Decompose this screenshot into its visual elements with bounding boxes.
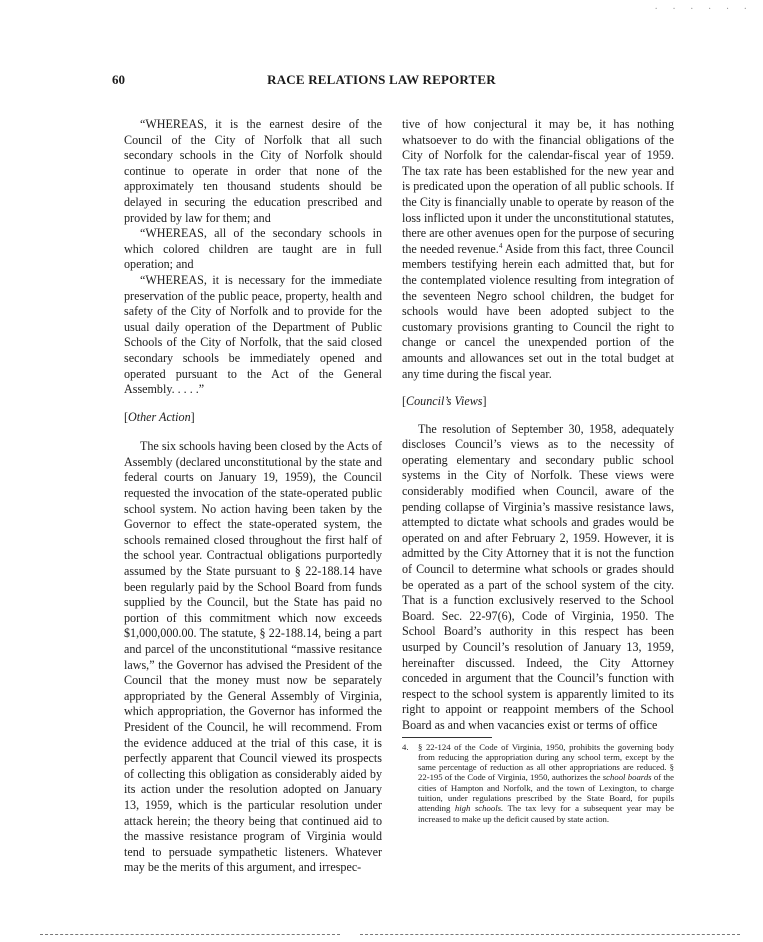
quote-paragraph-2: “WHEREAS, all of the secondary schools in which colored children are taught are in full operation; and xyxy=(124,226,382,272)
page-edge-rule xyxy=(360,934,740,935)
footnote-number: 4. xyxy=(402,741,409,752)
footnote-text xyxy=(418,742,674,824)
right-column xyxy=(402,117,674,824)
quote-paragraph-1: “WHEREAS, it is the earnest desire of the Council of the City of Norfolk that all such secondary schools in the City of Norfolk should continue to operate in order that none of the approximately ten thousand students should be delayed in securing the education prescribed and provided by law for them; and xyxy=(124,117,382,225)
quoted-resolution xyxy=(124,117,382,398)
section-heading-text: Other Action xyxy=(128,409,191,424)
section-heading-other-action: [Other Action] xyxy=(124,409,195,424)
body-paragraph: The resolution of September 30, 1958, adequately discloses Council’s views as to the necessity of operating elementary and secondary public school systems in the City of Norfolk. These views were considerably modified when Council, aware of the pending collapse of Virginia’s massive resistance laws, attempted to dictate what schools and grades would be operated on and after February 2, 1959. However, it is admitted by the City Attorney that it is not the function of Council to determine what schools or grades should be operated as a part of the school system of the city. That is a function exclusively reserved to the School Board. Sec. 22-97(6), Code of Virginia, 1950. The School Board’s authority in this respect has been usurped by Council’s resolution of January 13, 1959, hereinafter discussed. Indeed, the City Attorney conceded in argument that the Council’s function with respect to the school system is apparently limited to its right to appoint or reappoint members of the School Board as and when vacancies exist or terms of office xyxy=(402,421,674,732)
section-heading-text: Council’s Views xyxy=(406,394,483,409)
page-number: 60 xyxy=(112,72,125,87)
running-head: RACE RELATIONS LAW REPORTER xyxy=(267,72,496,87)
quote-paragraph-3: “WHEREAS, it is necessary for the immediate preservation of the public peace, property, health and safety of the City of Norfolk and to provide for the usual daily operation of the Department of Public Schools of the City of Norfolk, that the said closed secondary schools be immediately opened and operated pursuant to the Act of the General Assembly. . . . .” xyxy=(124,272,382,397)
footnote xyxy=(402,742,674,824)
footnote-reference: 4 xyxy=(498,241,503,250)
paragraph-text: Aside from this fact, three Council members testifying herein each admitted that, but for the contemplated violence resulting from integration of the seventeen Negro school children, the budget for schools would have been adopted subject to the customary provisions granting to Council the right to change or cancel the unexpended portion of the amounts and allowances set out in the total budget at any time during the fiscal year. xyxy=(402,241,674,381)
paragraph-text: tive of how conjectural it may be, it has nothing whatsoever to do with the financial obligations of the City of Norfolk for the calendar-fiscal year of 1959. The tax rate has been established for the new year and is predicated upon the operation of all public schools. If the City is financially unable to operate by reason of the loss inflicted upon it under the unconstitutional statutes, there are other avenues open for the purpose of securing the needed revenue. xyxy=(402,117,674,256)
footnote-divider xyxy=(402,737,492,738)
page-edge-marks: · · · · · · xyxy=(654,4,753,15)
continued-paragraph xyxy=(402,117,674,382)
left-column xyxy=(124,117,382,876)
page-edge-rule xyxy=(40,934,340,935)
footnote-italic: high schools. xyxy=(454,803,504,814)
footnote-italic: school boards xyxy=(602,772,652,783)
body-paragraph: The six schools having been closed by the Acts of Assembly (declared unconstitutional by the state and federal courts on January 19, 1959), the Council requested the invocation of the state-operated public school system. No action having been taken by the Governor to effect the state-operated system, the schools remained closed throughout the first half of the school year. Contractual obligations purportedly assumed by the State pursuant to § 22-188.14 have been regularly paid by the School Board from funds supplied by the Council, but the State has paid no portion of this commitment which now exceeds $1,000,000.00. The statute, § 22-188.14, being a part and parcel of the unconstitutional “massive resitance laws,” the Governor has advised the President of the Council that the money must now be separately appropriated by the General Assembly of Virginia, which appropriation, the Governor has informed the President of the Council, he will recommend. From the evidence adduced at the trial of this case, it is perfectly apparent that Council viewed its prospects of collecting this obligation as considerably aided by its action under the resolution adopted on January 13, 1959, which is the particular resolution under attack herein; the theory being that continued aid to the massive resistance program of Virginia would tend to persuade sympathetic listeners. Whatever may be the merits of this argument, and irrespec- xyxy=(124,439,382,875)
footnote-text-part: of the cities of Hampton and Norfolk, and the town of Lexington, to charge tuition, under regulations prescribed by the State Board, for pupils attending xyxy=(418,772,675,814)
footnote-text-part: The tax levy for a subsequent year may be increased to make up the deficit caused by state action. xyxy=(418,803,674,824)
section-heading-councils-views: [Council’s Views] xyxy=(402,394,487,409)
footnote-text-part: § 22-124 of the Code of Virginia, 1950, prohibits the governing body from reducing the appropriation during any school term, except by the same percentage of reduction as all other appropriations are reduced. § 22-195 of the Code of Virginia, 1950, authorizes the xyxy=(418,741,674,783)
